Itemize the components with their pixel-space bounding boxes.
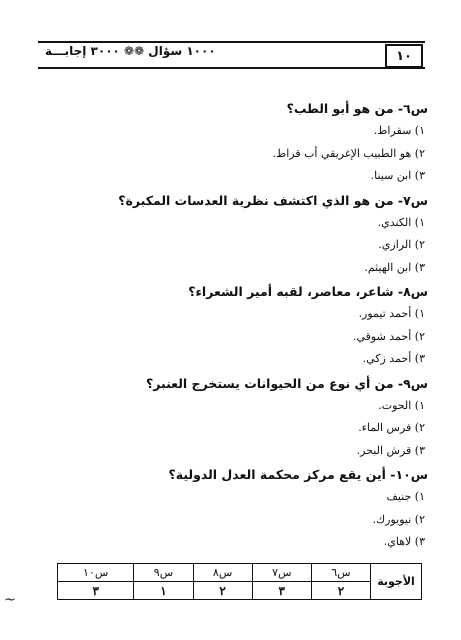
answer-option: ١) الكندي. (377, 215, 425, 229)
table-header-cell: س٧ (252, 564, 311, 582)
question-text: س١٠- أين يقع مركز محكمة العدل الدولية؟ (168, 467, 428, 482)
answer-option: ٢) هو الطبيب الإغريقي أب قراط. (272, 146, 425, 160)
table-header-cell: س٩ (134, 564, 193, 582)
answer-option: ٢) فرس الماء. (358, 421, 425, 434)
answer-option: ١) سقراط. (373, 124, 425, 137)
table-header-cell: س٦ (311, 564, 370, 582)
table-cell: ٣ (58, 582, 134, 600)
question-block (38, 99, 428, 184)
table-header-cell: س٨ (193, 564, 252, 582)
book-title: ١٠٠٠ سؤال ❁❁ ٣٠٠٠ إجابـــة (45, 44, 216, 58)
question-block (38, 282, 428, 367)
question-block (38, 374, 428, 459)
table-cell: ٢ (193, 582, 252, 600)
question-text: س٩- من أي نوع من الحيوانات يستخرج العنبر؟ (145, 375, 428, 391)
answer-option: ٣) ابن الهيثم. (364, 260, 425, 274)
answer-option: ٣) ابن سينا. (370, 169, 425, 182)
table-row (58, 564, 422, 582)
scan-edge-mark: ~ (4, 592, 16, 608)
questions-list (38, 99, 428, 557)
header-rule-bottom (38, 67, 425, 69)
answer-option: ٢) نيويورك. (372, 512, 425, 526)
question-text: س٧- من هو الذي اكتشف نظرية العدسات المكبرة؟ (118, 192, 428, 208)
question-block (38, 465, 428, 550)
table-cell: ١ (134, 582, 193, 600)
table-header-cell: س١٠ (58, 564, 134, 582)
answer-option: ٢) الرازي. (378, 238, 425, 251)
header-rule-top (38, 41, 425, 43)
answer-option: ٣) قرش البحر. (356, 443, 425, 457)
question-block (38, 191, 428, 276)
page-number: ١٠ (385, 44, 423, 68)
table-cell: ٣ (252, 582, 311, 600)
answer-option: ٢) أحمد شوقي. (352, 329, 425, 343)
question-text: س٨- شاعر، معاصر، لقبه أمير الشعراء؟ (188, 284, 428, 299)
answer-option: ٣) أحمد زكي. (362, 352, 425, 365)
table-cell: ٢ (311, 582, 370, 600)
answer-option: ٣) لاهاي. (383, 535, 425, 548)
table-row (58, 582, 422, 600)
answers-label: الأجوبة (371, 564, 422, 600)
answers-table (57, 563, 422, 600)
answer-option: ١) الحوت. (378, 398, 425, 412)
answer-option: ١) أحمد تيمور. (358, 307, 425, 320)
question-text: س٦- من هو أبو الطب؟ (286, 101, 428, 116)
answer-option: ١) جنيف (386, 490, 425, 503)
